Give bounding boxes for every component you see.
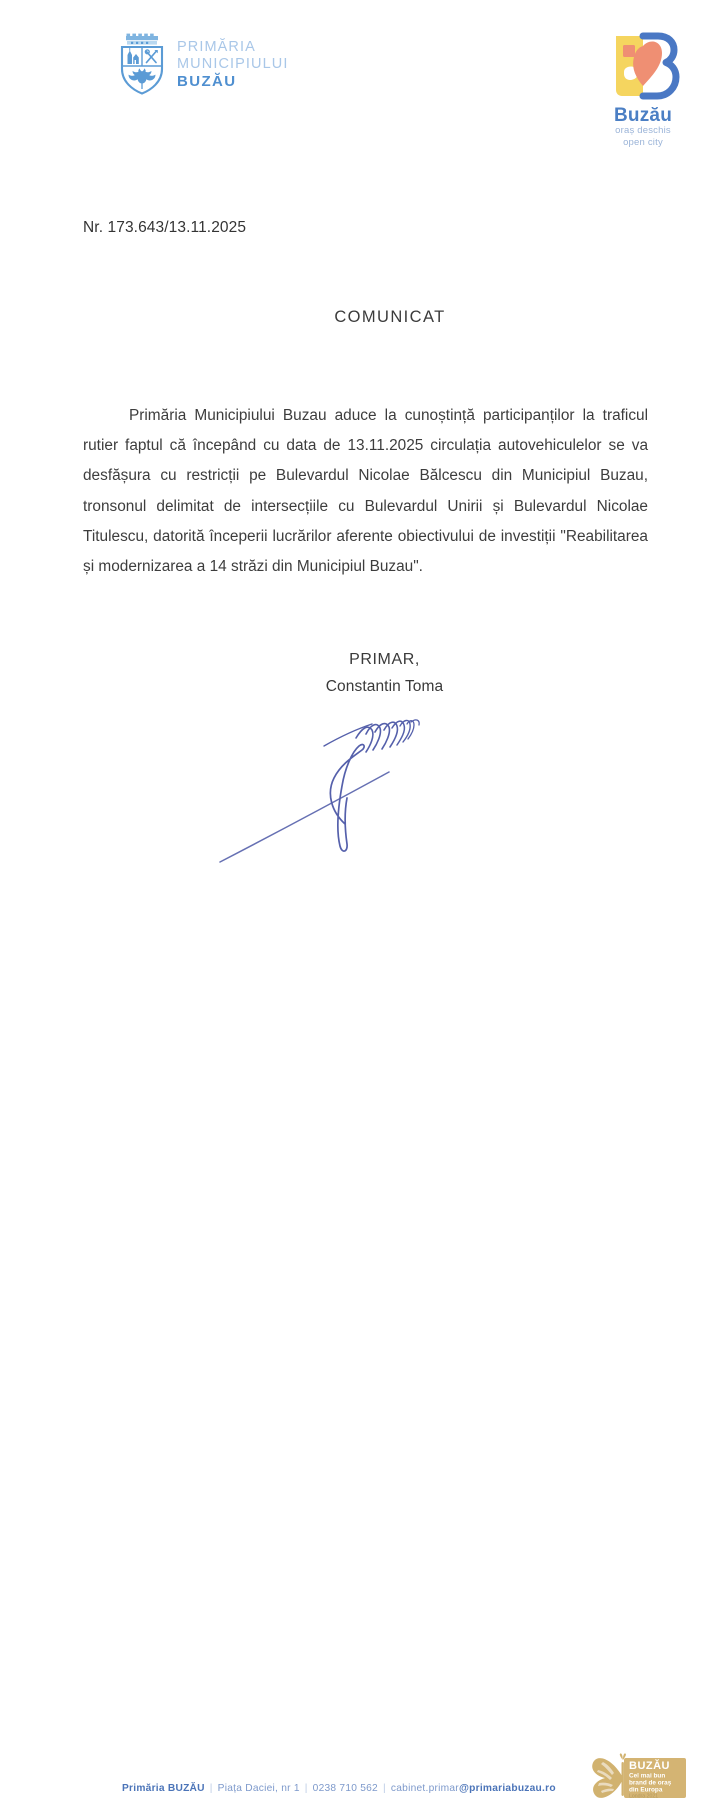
document-number: Nr. 173.643/13.11.2025 [83, 219, 247, 236]
primaria-logo [118, 33, 289, 95]
page-title: COMUNICAT [334, 308, 446, 326]
primaria-logo-text [177, 37, 289, 91]
signature-role: PRIMAR, [349, 651, 420, 668]
award-line-3: din Europa [629, 1786, 663, 1794]
footer-separator-2: | [304, 1783, 308, 1794]
butterfly-award-icon [589, 1750, 689, 1806]
primaria-line-3: BUZĂU [177, 73, 237, 91]
document-header [0, 0, 724, 170]
buzau-coat-of-arms-icon [118, 33, 166, 95]
signature-name: Constantin Toma [325, 678, 444, 695]
open-city-tagline-ro: oraș deschis [615, 125, 671, 136]
award-line-2: brand de oraș [629, 1779, 672, 1787]
signature-block [0, 651, 724, 696]
award-line-4: Londra 2021 [629, 1793, 659, 1800]
open-city-brand: Buzău [614, 105, 672, 126]
footer-separator-1: | [209, 1783, 213, 1794]
open-city-logo [588, 28, 698, 149]
footer-email-domain: @primariabuzau.ro [458, 1783, 556, 1794]
award-line-1: Cel mai bun [629, 1772, 666, 1780]
buzau-open-city-b-icon [600, 28, 686, 104]
document-footer [0, 894, 724, 1800]
open-city-tagline-en: open city [623, 136, 663, 148]
primaria-line-1: PRIMĂRIA [177, 39, 256, 56]
footer-institution: Primăria BUZĂU [122, 1783, 205, 1794]
footer-separator-3: | [382, 1783, 386, 1794]
footer-email-user: cabinet.primar [390, 1783, 459, 1794]
handwritten-signature [214, 694, 484, 869]
primaria-line-2: MUNICIPIULUI [177, 56, 289, 73]
footer-contact-line [122, 1783, 556, 1794]
footer-phone: 0238 710 562 [312, 1783, 378, 1794]
document-body-text: Primăria Municipiului Buzau aduce la cunoștință participanților la traficul rutier faptul că începând cu data de 13.11.2025 circulația autovehiculelor se va desfășura cu restricții pe Bulevardul Nicolae Bălcescu din Municipiul Buzau, tronsonul delimitat de intersecțiile cu Bulevardul Unirii și Bulevardul Nicolae Titulescu, datorită începerii lucrărilor aferente obiectivului de investiții "Reabilitarea și modernizarea a 14 străzi din Municipiul Buzau". [83, 407, 648, 576]
award-city: BUZĂU [629, 1760, 670, 1772]
footer-address: Piața Daciei, nr 1 [217, 1783, 300, 1794]
